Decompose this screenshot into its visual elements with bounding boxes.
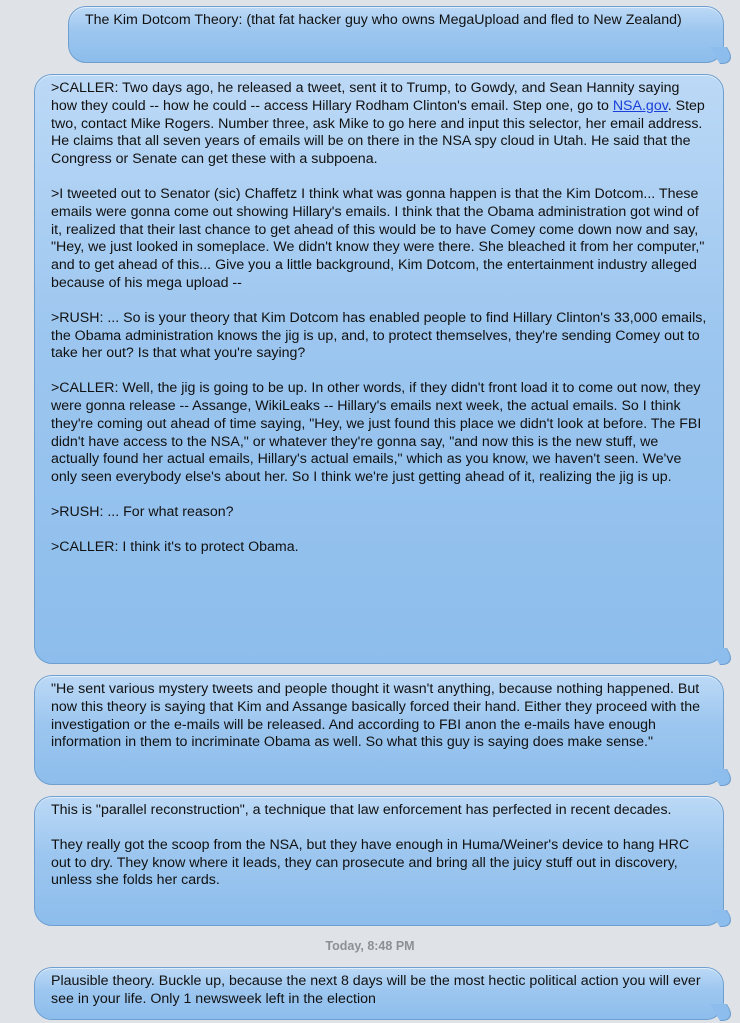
message-bubble-3[interactable] bbox=[34, 675, 724, 785]
message-bubble-1[interactable] bbox=[68, 6, 724, 63]
bubble-tail bbox=[710, 648, 737, 665]
message-bubble-4[interactable] bbox=[34, 796, 724, 926]
message-paragraph: This is "parallel reconstruction", a technique that law enforcement has perfected in recent decades. bbox=[51, 802, 672, 818]
message-paragraph: >CALLER: Two days ago, he released a tweet, sent it to Trump, to Gowdy, and Sean Hannity saying how they could -- how he could -- access Hillary Rodham Clinton's email. Step one, go to NSA.gov. Step two, contact Mike Rogers. Number three, ask Mike to go here and input this selector, her email address. He claims that all seven years of emails will be on there in the NSA spy cloud in Utah. He said that the Congress or Senate can get these with a subpoena. bbox=[51, 80, 705, 168]
message-bubble-2[interactable] bbox=[34, 74, 724, 664]
nsa-gov-link[interactable]: NSA.gov bbox=[612, 97, 668, 114]
message-timestamp: Today, 8:48 PM bbox=[325, 939, 415, 953]
message-text: "He sent various mystery tweets and people thought it wasn't anything, because nothing happened. But now this theory is saying that Kim and Assange basically forced their hand. Either they proceed with the investigation or the e-mails will be released. And according to FBI anon the e-mails have enough information in them to incriminate Obama as well. So what this guy is saying does make sense." bbox=[51, 681, 701, 751]
message-paragraph: >RUSH: ... For what reason? bbox=[51, 503, 234, 520]
bubble-tail bbox=[710, 47, 737, 64]
bubble-tail bbox=[710, 769, 737, 786]
message-bubble-5[interactable] bbox=[34, 967, 724, 1020]
message-text: Plausible theory. Buckle up, because the next 8 days will be the most hectic political action you will ever see in your life. Only 1 newsweek left in the election bbox=[51, 973, 701, 1007]
message-paragraph: >CALLER: I think it's to protect Obama. bbox=[51, 538, 299, 555]
message-paragraph: They really got the scoop from the NSA, but they have enough in Huma/Weiner's device to hang HRC out to dry. They know where it leads, they can prosecute and bring all the juicy stuff out in discovery, unless she folds her cards. bbox=[51, 836, 690, 889]
message-paragraph: >RUSH: ... So is your theory that Kim Dotcom has enabled people to find Hillary Clinton's 33,000 emails, the Obama administration knows the jig is up, and, to protect themselves, they're sending Comey out to take her out? Is that what you're saying? bbox=[51, 309, 707, 362]
bubble-tail bbox=[710, 910, 737, 927]
message-paragraph: >I tweeted out to Senator (sic) Chaffetz I think what was gonna happen is that the Kim Dotcom... These emails were gonna come out showing Hillary's emails. I think that the Obama administration got wind of it, realized that their last chance to get ahead of this would be to have Comey come down now and say, "Hey, we just looked in someplace. We didn't know they were there. She bleached it from her computer," and to get ahead of this... Give you a little background, Kim Dotcom, the entertainment industry alleged because of his mega upload -- bbox=[51, 185, 705, 291]
message-text: The Kim Dotcom Theory: (that fat hacker guy who owns MegaUpload and fled to New Zealand) bbox=[85, 12, 682, 28]
message-paragraph: >CALLER: Well, the jig is going to be up. In other words, if they didn't front load it to come out now, they were gonna release -- Assange, WikiLeaks -- Hillary's emails next week, the actual emails. So I think they're coming out ahead of time saying, "Hey, we just found this place we didn't look at before. The FBI didn't have access to the NSA," or whatever they're gonna say, "and now this is the new stuff, we actually found her actual emails, Hillary's actual emails," which as you know, we haven't seen. We've only seen everybody else's about her. So I think we're just getting ahead of it, realizing the jig is up. bbox=[51, 380, 702, 486]
bubble-tail bbox=[710, 1004, 737, 1021]
